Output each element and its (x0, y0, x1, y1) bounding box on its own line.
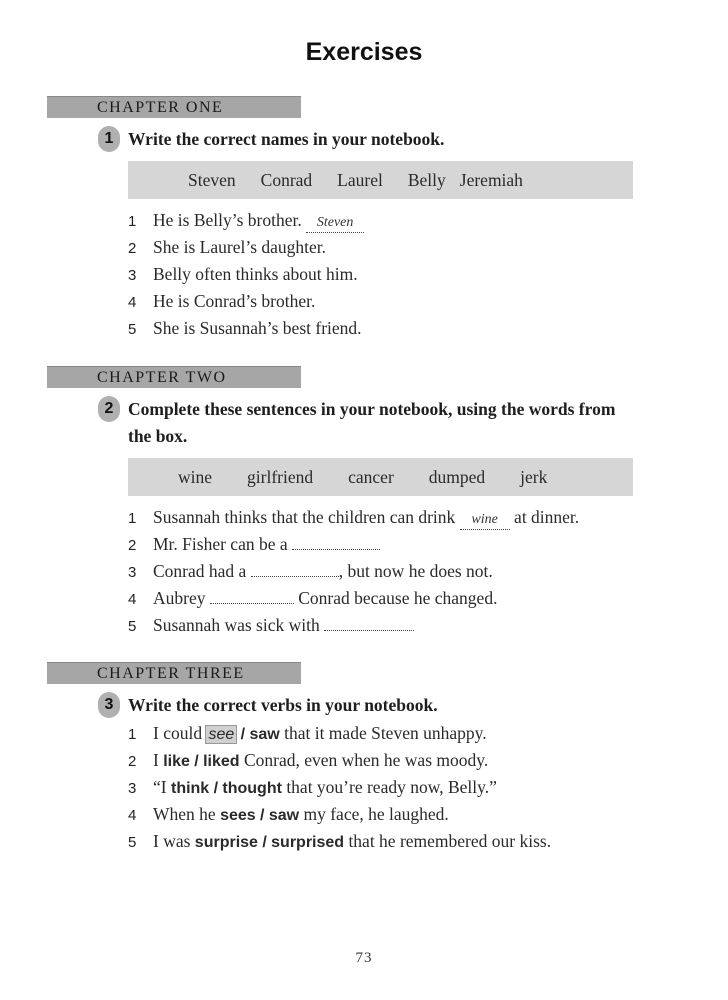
item-text: at dinner. (514, 507, 580, 527)
item-text: my face, he laughed. (303, 804, 449, 824)
word-box-item: jerk (520, 466, 548, 487)
list-item (128, 747, 551, 774)
item-number: 1 (128, 726, 137, 743)
item-number: 3 (128, 564, 137, 581)
word-box-item: Steven (188, 169, 236, 190)
item-text: Mr. Fisher can be a (153, 534, 288, 554)
item-text: Aubrey (153, 588, 206, 608)
item-number: 2 (128, 753, 137, 770)
list-item (128, 828, 551, 855)
exercise-number-badge: 3 (98, 692, 120, 718)
item-text: , but now he does not. (338, 561, 493, 581)
answer-blank (324, 614, 414, 631)
exercise-2-header (98, 396, 638, 450)
item-number: 2 (128, 240, 137, 257)
item-number: 3 (128, 267, 137, 284)
option-separator: / (240, 726, 246, 743)
list-item (128, 585, 579, 612)
list-item (128, 558, 579, 585)
option-separator: / (260, 807, 265, 824)
list-item (128, 207, 364, 234)
item-text: When he (153, 804, 216, 824)
exercise-number-badge: 2 (98, 396, 120, 422)
answer-blank (292, 533, 380, 550)
item-text: I was (153, 831, 191, 851)
answer-blank (210, 587, 294, 604)
list-item (128, 234, 364, 261)
word-box (128, 161, 633, 199)
list-item (128, 720, 551, 747)
word-box-item: wine (178, 466, 213, 487)
verb-option: liked (203, 753, 240, 770)
item-text: She is Laurel’s daughter. (153, 237, 327, 257)
item-text: Conrad, even when he was moody. (243, 750, 489, 770)
item-text: Susannah thinks that the children can drink (153, 507, 456, 527)
list-item (128, 774, 551, 801)
option-separator: / (194, 753, 199, 770)
list-item (128, 288, 364, 315)
answer-blank: wine (460, 513, 510, 530)
exercise-1-header (98, 126, 444, 153)
item-number: 4 (128, 591, 137, 608)
item-text: I could (153, 723, 203, 743)
chapter-one-heading: CHAPTER ONE (47, 96, 301, 118)
list-item (128, 801, 551, 828)
item-text: Conrad had a (153, 561, 247, 581)
item-text: He is Belly’s brother. (153, 210, 302, 230)
option-separator: / (213, 780, 219, 797)
item-text: Susannah was sick with (153, 615, 320, 635)
exercise-instruction: Write the correct verbs in your notebook. (128, 695, 438, 715)
list-item (128, 504, 579, 531)
item-text: that he remembered our kiss. (348, 831, 552, 851)
page-number: 73 (355, 950, 373, 966)
chapter-three-heading: CHAPTER THREE (47, 662, 301, 684)
item-number: 4 (128, 807, 137, 824)
word-box-item: dumped (428, 466, 486, 487)
item-text: She is Susannah’s best friend. (153, 318, 362, 338)
list-item (128, 531, 579, 558)
verb-option: like (163, 753, 190, 770)
exercise-2-list (128, 504, 579, 639)
item-text: that it made Steven unhappy. (284, 723, 487, 743)
word-box-item: Conrad (260, 169, 313, 190)
exercise-1-list (128, 207, 364, 342)
verb-option: think (170, 780, 210, 797)
item-text: that you’re ready now, Belly.” (286, 777, 497, 797)
item-number: 5 (128, 618, 137, 635)
answer-blank: Steven (306, 216, 364, 233)
option-separator: / (262, 834, 267, 851)
verb-option: thought (222, 780, 282, 797)
page-title: Exercises (305, 38, 423, 66)
exercise-3-header (98, 692, 438, 719)
item-text: Conrad because he changed. (298, 588, 498, 608)
word-box-item: Laurel (337, 169, 383, 190)
word-box-item: Jeremiah (459, 169, 523, 190)
item-text: Belly often thinks about him. (153, 264, 358, 284)
list-item (128, 612, 579, 639)
item-number: 5 (128, 321, 137, 338)
selected-verb-option: see (208, 726, 235, 743)
word-box-item: cancer (348, 466, 394, 487)
item-number: 1 (128, 213, 137, 230)
word-box-item: Belly (407, 169, 446, 190)
item-number: 5 (128, 834, 137, 851)
chapter-two-heading: CHAPTER TWO (47, 366, 301, 388)
exercise-instruction: Complete these sentences in your notebook, using the words from the box. (128, 399, 616, 446)
item-number: 4 (128, 294, 137, 311)
exercise-number-badge: 1 (98, 126, 120, 152)
item-number: 1 (128, 510, 137, 527)
verb-option: sees (220, 807, 256, 824)
item-text: He is Conrad’s brother. (153, 291, 316, 311)
verb-option: saw (249, 726, 280, 743)
verb-option: surprise (194, 834, 258, 851)
word-box-item: girlfriend (247, 466, 314, 487)
exercise-3-list (128, 720, 551, 855)
word-box (128, 458, 633, 496)
list-item (128, 315, 364, 342)
exercise-instruction: Write the correct names in your notebook. (128, 129, 445, 149)
answer-blank (251, 560, 339, 577)
item-text: I (153, 750, 159, 770)
verb-option: saw (268, 807, 300, 824)
item-text: “I (153, 777, 167, 797)
verb-option: surprised (271, 834, 345, 851)
item-number: 2 (128, 537, 137, 554)
item-number: 3 (128, 780, 137, 797)
list-item (128, 261, 364, 288)
